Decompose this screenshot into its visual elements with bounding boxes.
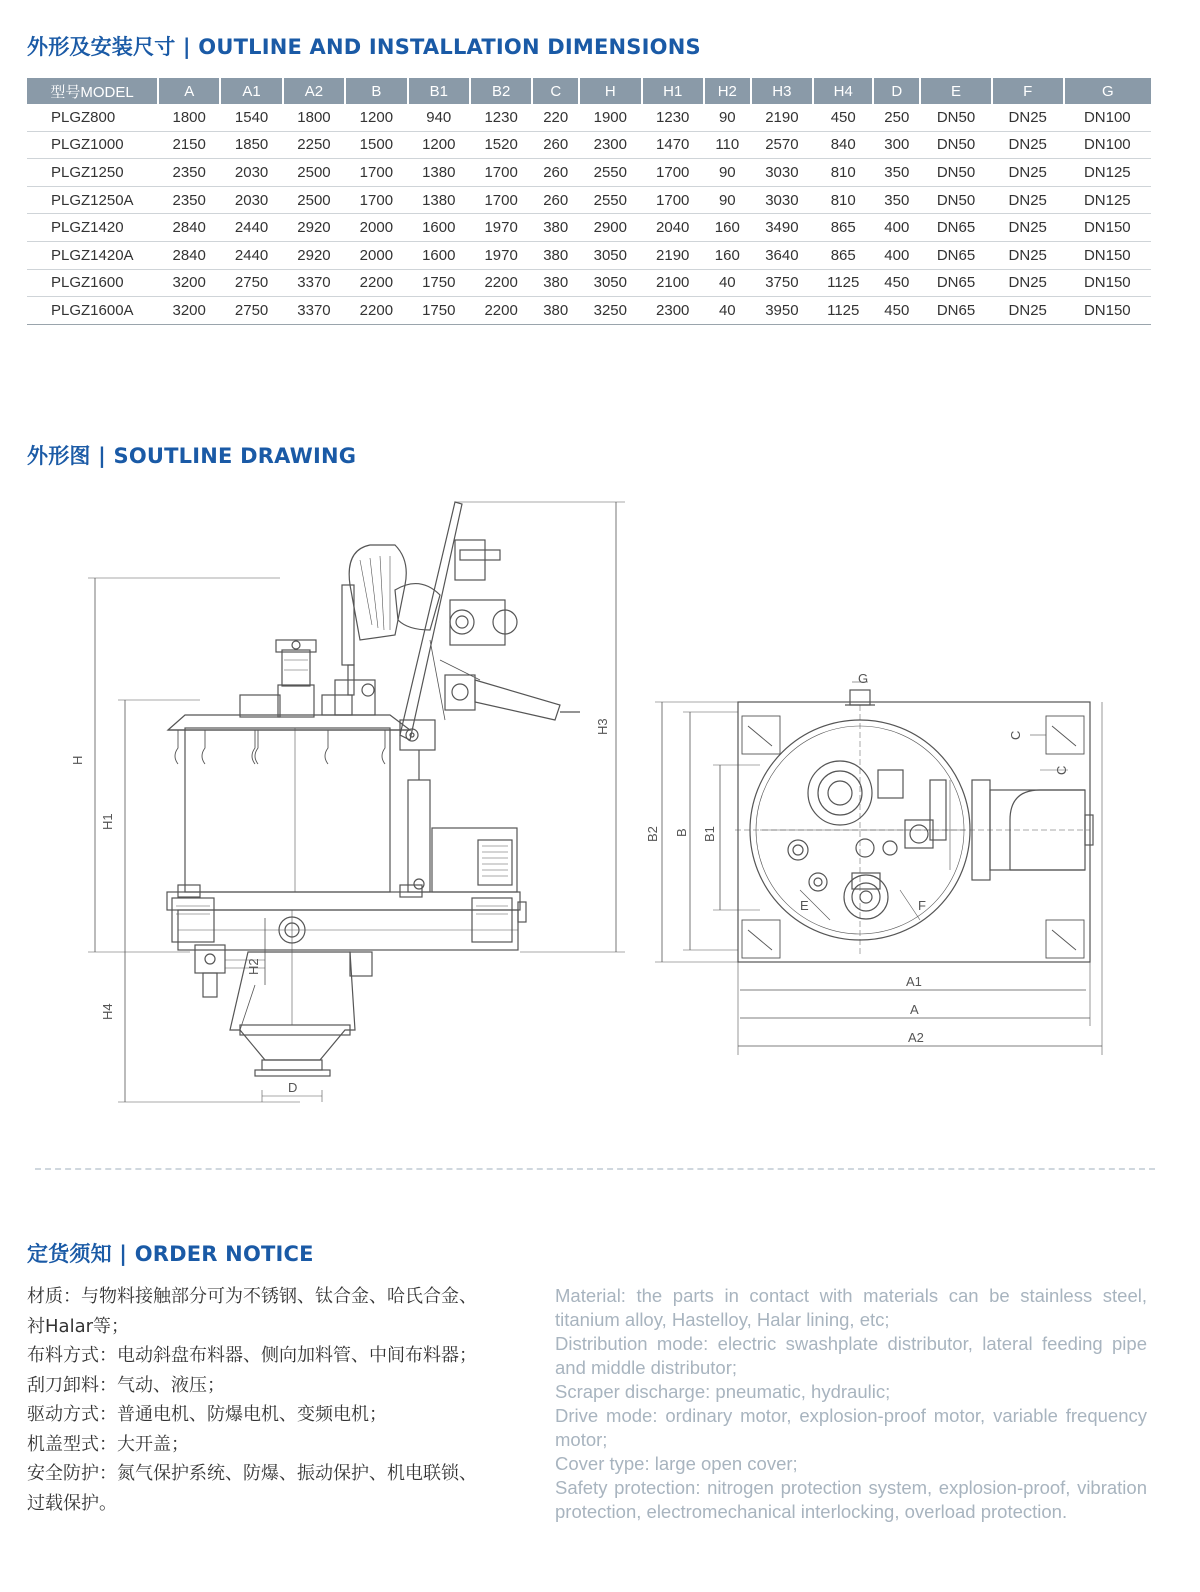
cell-a2: 2920 bbox=[283, 214, 345, 242]
cell-h3: 3030 bbox=[751, 159, 813, 187]
cell-e: DN65 bbox=[920, 269, 992, 297]
cell-a1: 2750 bbox=[220, 269, 282, 297]
table-row bbox=[27, 214, 1151, 242]
cell-e: DN65 bbox=[920, 297, 992, 325]
side-view bbox=[88, 502, 625, 1102]
cell-model: PLGZ1600 bbox=[27, 269, 158, 297]
header-a2: A2 bbox=[283, 78, 345, 104]
label-H: H bbox=[70, 755, 85, 765]
cell-d: 350 bbox=[873, 186, 920, 214]
table-row bbox=[27, 131, 1151, 159]
header-h2: H2 bbox=[704, 78, 751, 104]
cell-b1: 1380 bbox=[408, 186, 470, 214]
en-note-material: Material: the parts in contact with materials can be stainless steel, titanium alloy, Hastelloy, Halar lining, etc; bbox=[555, 1285, 1147, 1330]
cell-d: 400 bbox=[873, 241, 920, 269]
cell-h1: 2300 bbox=[642, 297, 704, 325]
cell-c: 260 bbox=[532, 186, 579, 214]
cell-model: PLGZ1420 bbox=[27, 214, 158, 242]
cell-g: DN100 bbox=[1064, 131, 1151, 159]
cell-g: DN150 bbox=[1064, 241, 1151, 269]
cell-g: DN100 bbox=[1064, 104, 1151, 131]
cell-a2: 1800 bbox=[283, 104, 345, 131]
header-g: G bbox=[1064, 78, 1151, 104]
label-B2: B2 bbox=[645, 826, 660, 842]
cell-h2: 110 bbox=[704, 131, 751, 159]
cell-b: 2000 bbox=[345, 214, 407, 242]
order-title: 定货须知 | ORDER NOTICE bbox=[27, 1242, 314, 1266]
cell-f: DN25 bbox=[992, 269, 1064, 297]
cell-a1: 2440 bbox=[220, 241, 282, 269]
cell-b1: 1380 bbox=[408, 159, 470, 187]
cell-a2: 3370 bbox=[283, 297, 345, 325]
label-D: D bbox=[288, 1080, 298, 1095]
cell-h1: 1230 bbox=[642, 104, 704, 131]
cell-h2: 160 bbox=[704, 214, 751, 242]
header-h: H bbox=[579, 78, 641, 104]
cell-h4: 865 bbox=[813, 214, 873, 242]
cell-h: 3250 bbox=[579, 297, 641, 325]
cell-b: 1700 bbox=[345, 186, 407, 214]
cell-h2: 160 bbox=[704, 241, 751, 269]
cell-b: 1500 bbox=[345, 131, 407, 159]
cell-h: 1900 bbox=[579, 104, 641, 131]
header-h4: H4 bbox=[813, 78, 873, 104]
cell-b: 2200 bbox=[345, 269, 407, 297]
cell-h4: 865 bbox=[813, 241, 873, 269]
table-body bbox=[27, 104, 1151, 324]
cell-a2: 2500 bbox=[283, 159, 345, 187]
cell-h3: 2190 bbox=[751, 104, 813, 131]
cell-f: DN25 bbox=[992, 186, 1064, 214]
cell-d: 250 bbox=[873, 104, 920, 131]
cell-a1: 1850 bbox=[220, 131, 282, 159]
label-A2: A2 bbox=[908, 1030, 924, 1045]
cell-model: PLGZ800 bbox=[27, 104, 158, 131]
label-B1: B1 bbox=[702, 826, 717, 842]
cell-e: DN50 bbox=[920, 159, 992, 187]
cell-h2: 90 bbox=[704, 104, 751, 131]
cell-f: DN25 bbox=[992, 131, 1064, 159]
cell-h: 2550 bbox=[579, 159, 641, 187]
cell-d: 450 bbox=[873, 297, 920, 325]
outline-drawing bbox=[0, 490, 1200, 1130]
header-f: F bbox=[992, 78, 1064, 104]
drawing-title: 外形图 | SOUTLINE DRAWING bbox=[27, 444, 357, 468]
cell-d: 300 bbox=[873, 131, 920, 159]
cell-g: DN150 bbox=[1064, 214, 1151, 242]
cell-model: PLGZ1250 bbox=[27, 159, 158, 187]
order-notes-en bbox=[555, 1284, 1147, 1524]
cell-a1: 1540 bbox=[220, 104, 282, 131]
cell-h1: 1700 bbox=[642, 159, 704, 187]
order-notes-cn bbox=[27, 1282, 487, 1518]
header-b: B bbox=[345, 78, 407, 104]
cell-c: 260 bbox=[532, 159, 579, 187]
table-row bbox=[27, 186, 1151, 214]
cell-f: DN25 bbox=[992, 297, 1064, 325]
cell-g: DN125 bbox=[1064, 186, 1151, 214]
cell-model: PLGZ1250A bbox=[27, 186, 158, 214]
cell-c: 380 bbox=[532, 297, 579, 325]
cell-c: 380 bbox=[532, 269, 579, 297]
cell-d: 350 bbox=[873, 159, 920, 187]
cn-note-scraper: 刮刀卸料：气动、液压； bbox=[27, 1374, 225, 1396]
header-b1: B1 bbox=[408, 78, 470, 104]
en-note-distribution: Distribution mode: electric swashplate distributor, lateral feeding pipe and middle distributor; bbox=[555, 1333, 1147, 1378]
label-H2: H2 bbox=[246, 958, 261, 975]
cell-model: PLGZ1420A bbox=[27, 241, 158, 269]
en-note-drive: Drive mode: ordinary motor, explosion-proof motor, variable frequency motor; bbox=[555, 1405, 1147, 1450]
cell-a2: 2250 bbox=[283, 131, 345, 159]
header-d: D bbox=[873, 78, 920, 104]
en-note-cover: Cover type: large open cover; bbox=[555, 1453, 798, 1474]
cell-h: 3050 bbox=[579, 241, 641, 269]
cell-c: 380 bbox=[532, 214, 579, 242]
cell-e: DN65 bbox=[920, 241, 992, 269]
cell-b2: 1230 bbox=[470, 104, 532, 131]
cell-b1: 1200 bbox=[408, 131, 470, 159]
en-note-scraper: Scraper discharge: pneumatic, hydraulic; bbox=[555, 1381, 891, 1402]
cell-h4: 810 bbox=[813, 186, 873, 214]
cell-b: 2200 bbox=[345, 297, 407, 325]
table-row bbox=[27, 297, 1151, 325]
cell-a: 3200 bbox=[158, 297, 220, 325]
label-G: G bbox=[858, 671, 869, 686]
top-view bbox=[655, 682, 1102, 1055]
cell-b2: 1700 bbox=[470, 186, 532, 214]
label-A: A bbox=[910, 1002, 919, 1017]
cell-h: 3050 bbox=[579, 269, 641, 297]
label-H4: H4 bbox=[100, 1003, 115, 1020]
header-b2: B2 bbox=[470, 78, 532, 104]
label-H1: H1 bbox=[100, 813, 115, 830]
label-A1: A1 bbox=[906, 974, 922, 989]
cell-h1: 2100 bbox=[642, 269, 704, 297]
header-c: C bbox=[532, 78, 579, 104]
cell-h: 2300 bbox=[579, 131, 641, 159]
cell-a: 2840 bbox=[158, 241, 220, 269]
cell-g: DN125 bbox=[1064, 159, 1151, 187]
cell-h2: 40 bbox=[704, 297, 751, 325]
cell-a: 2150 bbox=[158, 131, 220, 159]
cell-a1: 2030 bbox=[220, 186, 282, 214]
cell-h3: 3640 bbox=[751, 241, 813, 269]
cell-c: 380 bbox=[532, 241, 579, 269]
cell-h4: 1125 bbox=[813, 269, 873, 297]
cell-h3: 3490 bbox=[751, 214, 813, 242]
cell-e: DN50 bbox=[920, 104, 992, 131]
label-F: F bbox=[918, 898, 926, 913]
cell-h1: 1700 bbox=[642, 186, 704, 214]
cell-h4: 450 bbox=[813, 104, 873, 131]
cell-b1: 1600 bbox=[408, 241, 470, 269]
cell-h: 2900 bbox=[579, 214, 641, 242]
cn-note-drive: 驱动方式：普通电机、防爆电机、变频电机； bbox=[27, 1404, 387, 1425]
en-note-safety: Safety protection: nitrogen protection system, explosion-proof, vibration protection, electromechanical interlocking, overload protection. bbox=[555, 1477, 1147, 1522]
cell-a1: 2030 bbox=[220, 159, 282, 187]
cn-note-safety: 安全防护：氮气保护系统、防爆、振动保护、机电联锁、过载保护。 bbox=[27, 1463, 477, 1514]
cell-a: 2840 bbox=[158, 214, 220, 242]
cell-f: DN25 bbox=[992, 241, 1064, 269]
cell-h2: 40 bbox=[704, 269, 751, 297]
cell-h3: 2570 bbox=[751, 131, 813, 159]
cell-a: 1800 bbox=[158, 104, 220, 131]
cell-h3: 3950 bbox=[751, 297, 813, 325]
cell-g: DN150 bbox=[1064, 269, 1151, 297]
cell-a: 2350 bbox=[158, 186, 220, 214]
table-row bbox=[27, 159, 1151, 187]
cell-b1: 1750 bbox=[408, 297, 470, 325]
cell-a2: 2500 bbox=[283, 186, 345, 214]
cell-h1: 1470 bbox=[642, 131, 704, 159]
cell-f: DN25 bbox=[992, 214, 1064, 242]
cell-f: DN25 bbox=[992, 104, 1064, 131]
header-e: E bbox=[920, 78, 992, 104]
dimensions-table bbox=[27, 78, 1151, 325]
header-h1: H1 bbox=[642, 78, 704, 104]
cell-a2: 3370 bbox=[283, 269, 345, 297]
cell-b2: 1970 bbox=[470, 241, 532, 269]
table-header-row bbox=[27, 78, 1151, 104]
header-a1: A1 bbox=[220, 78, 282, 104]
cell-b1: 940 bbox=[408, 104, 470, 131]
cell-h2: 90 bbox=[704, 186, 751, 214]
cell-b: 1700 bbox=[345, 159, 407, 187]
cell-h4: 840 bbox=[813, 131, 873, 159]
cell-h4: 1125 bbox=[813, 297, 873, 325]
cell-h1: 2040 bbox=[642, 214, 704, 242]
section-divider bbox=[35, 1168, 1155, 1170]
cell-h4: 810 bbox=[813, 159, 873, 187]
cell-b1: 1750 bbox=[408, 269, 470, 297]
cell-a: 2350 bbox=[158, 159, 220, 187]
cell-d: 400 bbox=[873, 214, 920, 242]
cell-a1: 2750 bbox=[220, 297, 282, 325]
label-B: B bbox=[674, 828, 689, 837]
cell-c: 260 bbox=[532, 131, 579, 159]
cell-model: PLGZ1600A bbox=[27, 297, 158, 325]
label-E: E bbox=[800, 898, 809, 913]
cell-c: 220 bbox=[532, 104, 579, 131]
cell-h1: 2190 bbox=[642, 241, 704, 269]
cell-b2: 1970 bbox=[470, 214, 532, 242]
cell-h: 2550 bbox=[579, 186, 641, 214]
label-C2: C bbox=[1054, 765, 1069, 775]
cell-e: DN65 bbox=[920, 214, 992, 242]
cell-h3: 3030 bbox=[751, 186, 813, 214]
cell-b2: 1700 bbox=[470, 159, 532, 187]
cell-b1: 1600 bbox=[408, 214, 470, 242]
cell-model: PLGZ1000 bbox=[27, 131, 158, 159]
cell-a: 3200 bbox=[158, 269, 220, 297]
cn-note-distribution: 布料方式：电动斜盘布料器、侧向加料管、中间布料器； bbox=[27, 1345, 477, 1366]
cell-h3: 3750 bbox=[751, 269, 813, 297]
label-C: C bbox=[1008, 730, 1023, 740]
cell-b2: 1520 bbox=[470, 131, 532, 159]
cell-b2: 2200 bbox=[470, 269, 532, 297]
header-h3: H3 bbox=[751, 78, 813, 104]
cell-b2: 2200 bbox=[470, 297, 532, 325]
table-row bbox=[27, 269, 1151, 297]
table-row bbox=[27, 104, 1151, 131]
cell-a1: 2440 bbox=[220, 214, 282, 242]
cell-a2: 2920 bbox=[283, 241, 345, 269]
cell-e: DN50 bbox=[920, 131, 992, 159]
cell-b: 1200 bbox=[345, 104, 407, 131]
cell-h2: 90 bbox=[704, 159, 751, 187]
header-model: 型号MODEL bbox=[27, 78, 158, 104]
cell-g: DN150 bbox=[1064, 297, 1151, 325]
cell-f: DN25 bbox=[992, 159, 1064, 187]
dimensions-title: 外形及安装尺寸 | OUTLINE AND INSTALLATION DIMENSIONS bbox=[27, 35, 701, 59]
cn-note-cover: 机盖型式：大开盖； bbox=[27, 1433, 189, 1455]
table-row bbox=[27, 241, 1151, 269]
header-a: A bbox=[158, 78, 220, 104]
label-H3: H3 bbox=[595, 718, 610, 735]
cell-b: 2000 bbox=[345, 241, 407, 269]
cn-note-material: 材质：与物料接触部分可为不锈钢、钛合金、哈氏合金、衬Halar等； bbox=[27, 1286, 477, 1337]
cell-d: 450 bbox=[873, 269, 920, 297]
cell-e: DN50 bbox=[920, 186, 992, 214]
